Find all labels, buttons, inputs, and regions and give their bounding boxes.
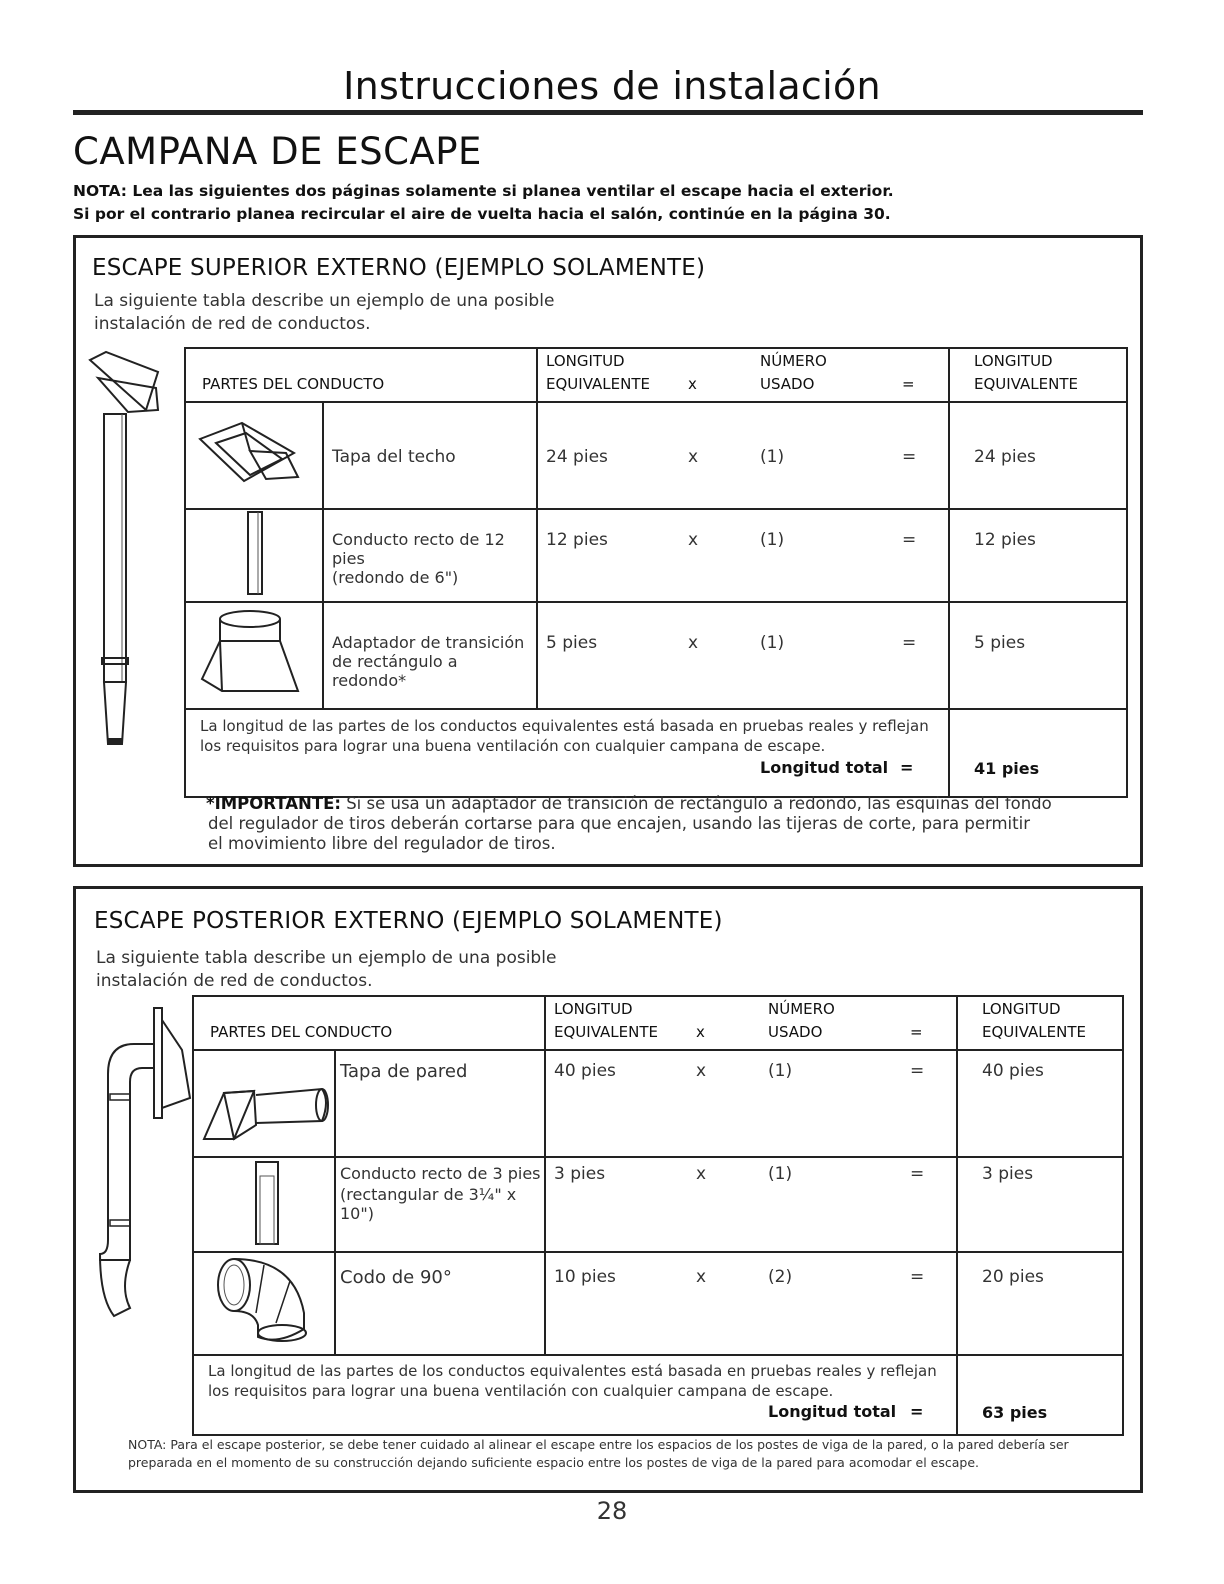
page-number: 28 (596, 1497, 628, 1525)
top-intro-line-1: La siguiente tabla describe un ejemplo de una posible (94, 291, 555, 311)
header-total-1: LONGITUD (974, 352, 1053, 370)
count-value: (1) (760, 447, 785, 467)
part-name: Conducto recto de 3 pies (340, 1164, 541, 1183)
bottom-duct-table (192, 995, 1124, 1436)
header-number-2: USADO (768, 1023, 823, 1041)
equals-sign: = (910, 1061, 925, 1081)
total-value: 5 pies (974, 633, 1026, 653)
header-total-2: EQUIVALENTE (974, 375, 1078, 393)
header-times: x (688, 375, 697, 393)
table-row (185, 402, 1127, 509)
part-name: Adaptador de transición (332, 633, 525, 652)
header-middle-cell (545, 996, 957, 1050)
length-value: 12 pies (546, 530, 608, 550)
header-length-2: EQUIVALENTE (554, 1023, 658, 1041)
important-line-1: Si se usa un adaptador de transición de rectángulo a redondo, las esquinas del fondo (340, 794, 1052, 813)
times-sign: x (688, 447, 699, 467)
header-parts-cell (185, 348, 537, 402)
length-value: 40 pies (554, 1061, 616, 1081)
straight-duct-image-cell (185, 509, 323, 602)
important-label: *IMPORTANTE: (206, 794, 341, 813)
length-value: 3 pies (554, 1164, 606, 1184)
length-value: 10 pies (554, 1267, 616, 1287)
header-equals: = (902, 375, 915, 393)
total-value: 3 pies (982, 1164, 1034, 1184)
rect-duct-icon (194, 1158, 332, 1246)
total-equals: = (900, 758, 914, 777)
times-sign: x (696, 1267, 707, 1287)
rect-duct-image-cell (193, 1157, 335, 1252)
section-title: CAMPANA DE ESCAPE (73, 130, 482, 173)
header-length-2: EQUIVALENTE (546, 375, 650, 393)
transition-adapter-icon (186, 603, 320, 703)
top-section-heading: ESCAPE SUPERIOR EXTERNO (EJEMPLO SOLAMENTE) (92, 255, 706, 281)
top-duct-table (184, 347, 1128, 798)
count-value: (2) (768, 1267, 793, 1287)
table-row (193, 1050, 1123, 1157)
header-total-cell (957, 996, 1123, 1050)
important-line-3: el movimiento libre del regulador de tiros. (208, 834, 556, 853)
table-row (185, 509, 1127, 602)
header-times: x (696, 1023, 705, 1041)
total-value: 40 pies (982, 1061, 1044, 1081)
bottom-intro-line-2: instalación de red de conductos. (96, 971, 373, 991)
header-number-2: USADO (760, 375, 815, 393)
part-name: Conducto recto de 12 pies (332, 530, 505, 568)
total-equals: = (910, 1402, 924, 1421)
header-parts: PARTES DEL CONDUCTO (210, 1023, 393, 1041)
part-name: Tapa de pared (340, 1061, 468, 1082)
page-title: Instrucciones de instalación (343, 64, 881, 108)
total-label: Longitud total (760, 758, 889, 777)
total-label: Longitud total (768, 1402, 897, 1421)
wall-cap-icon (194, 1051, 332, 1151)
total-length-value: 63 pies (982, 1403, 1048, 1422)
footnote-line-2: los requisitos para lograr una buena ventilación con cualquier campana de escape. (200, 737, 826, 755)
footnote-cell (193, 1355, 957, 1435)
wall-duct-illustration (94, 998, 194, 1328)
footnote-line-2: los requisitos para lograr una buena ventilación con cualquier campana de escape. (208, 1382, 834, 1400)
part-name: Codo de 90° (340, 1267, 452, 1288)
times-sign: x (688, 530, 699, 550)
count-value: (1) (760, 633, 785, 653)
equals-sign: = (910, 1164, 925, 1184)
part-name: Tapa del techo (332, 447, 456, 467)
straight-duct-icon (186, 510, 320, 596)
top-intro-line-2: instalación de red de conductos. (94, 314, 371, 334)
count-value: (1) (768, 1061, 793, 1081)
footnote-line-1: La longitud de las partes de los conductos equivalentes está basada en pruebas reales y reflejan (208, 1362, 937, 1380)
length-value: 5 pies (546, 633, 598, 653)
footnote-cell (185, 709, 949, 797)
header-equals: = (910, 1023, 923, 1041)
table-row (185, 602, 1127, 709)
header-total-2: EQUIVALENTE (982, 1023, 1086, 1041)
total-value: 12 pies (974, 530, 1036, 550)
bottom-section-heading: ESCAPE POSTERIOR EXTERNO (EJEMPLO SOLAMENTE) (94, 908, 723, 934)
table-row (193, 1157, 1123, 1252)
elbow-icon (194, 1253, 332, 1349)
elbow-image-cell (193, 1252, 335, 1355)
times-sign: x (696, 1061, 707, 1081)
important-note (206, 794, 1106, 854)
total-value: 20 pies (982, 1267, 1044, 1287)
bottom-nota (128, 1436, 1188, 1472)
note-line-1: NOTA: Lea las siguientes dos páginas solamente si planea ventilar el escape hacia el exterior. (73, 182, 894, 200)
wall-cap-image-cell (193, 1050, 335, 1157)
count-value: (1) (760, 530, 785, 550)
header-length-1: LONGITUD (554, 1000, 633, 1018)
header-parts-cell (193, 996, 545, 1050)
bottom-intro-line-1: La siguiente tabla describe un ejemplo de una posible (96, 948, 557, 968)
title-rule (73, 110, 1143, 115)
bottom-nota-line-2: preparada en el momento de su construcción dejando suficiente espacio entre los postes de viga de la pared para acomodar el escape. (128, 1455, 979, 1470)
length-value: 24 pies (546, 447, 608, 467)
times-sign: x (688, 633, 699, 653)
part-name-detail: de rectángulo a redondo* (332, 652, 458, 690)
total-value: 24 pies (974, 447, 1036, 467)
equals-sign: = (902, 530, 917, 550)
roof-cap-image-cell (185, 402, 323, 509)
count-value: (1) (768, 1164, 793, 1184)
header-length-1: LONGITUD (546, 352, 625, 370)
equals-sign: = (902, 633, 917, 653)
times-sign: x (696, 1164, 707, 1184)
transition-adapter-image-cell (185, 602, 323, 709)
header-number-1: NÚMERO (768, 1000, 835, 1018)
note-line-2: Si por el contrario planea recircular el aire de vuelta hacia el salón, continúe en la página 30. (73, 205, 891, 223)
header-middle-cell (537, 348, 949, 402)
roof-duct-illustration (88, 348, 168, 748)
header-number-1: NÚMERO (760, 352, 827, 370)
part-name-detail: (redondo de 6") (332, 568, 459, 587)
footnote-line-1: La longitud de las partes de los conductos equivalentes está basada en pruebas reales y reflejan (200, 717, 929, 735)
equals-sign: = (902, 447, 917, 467)
header-total-1: LONGITUD (982, 1000, 1061, 1018)
total-length-value: 41 pies (974, 759, 1040, 778)
roof-cap-icon (186, 403, 320, 503)
header-parts: PARTES DEL CONDUCTO (202, 375, 385, 393)
part-name-detail: (rectangular de 3¼" x 10") (340, 1185, 517, 1223)
equals-sign: = (910, 1267, 925, 1287)
header-total-cell (949, 348, 1127, 402)
table-row (193, 1252, 1123, 1355)
bottom-nota-line-1: NOTA: Para el escape posterior, se debe tener cuidado al alinear el escape entre los espacios de los postes de viga de la pared, o la pared debería ser (128, 1437, 1069, 1452)
important-line-2: del regulador de tiros deberán cortarse para que encajen, usando las tijeras de corte, para permitir (208, 814, 1030, 833)
